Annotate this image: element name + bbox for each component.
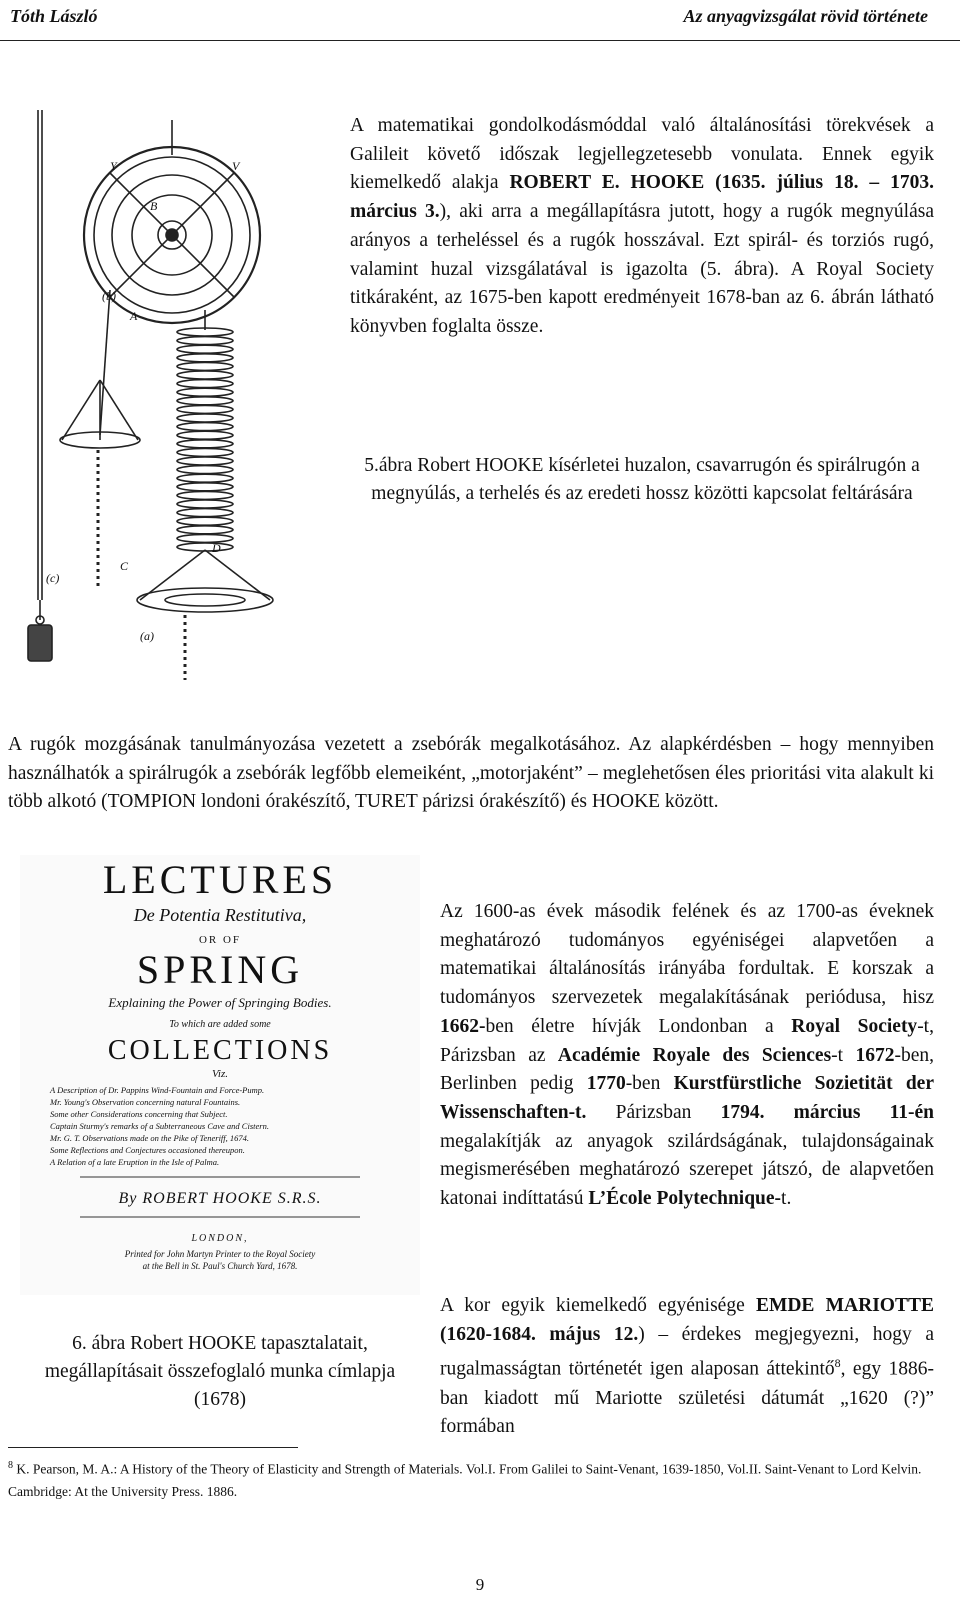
tp-london: LONDON,	[191, 1233, 249, 1244]
page-number: 9	[475, 1575, 485, 1594]
footnote-rule	[8, 1447, 298, 1448]
figure-6-caption: 6. ábra Robert HOOKE tapasztalatait, megállapításait összefoglaló munka címlapja (1678)	[44, 1333, 396, 1410]
tp-spring: SPRING	[136, 947, 304, 992]
paragraph-text: ) – érdekes megjegyezni, hogy a rugalmasságtan történetét igen alaposan áttekintő	[440, 1323, 934, 1380]
paragraph-text: , egy 1886-ban kiadott mű Mariotte születési dátumát „1620 (?)” formában	[440, 1358, 935, 1438]
text-run: -t	[831, 1044, 856, 1066]
tp-fine-2: Mr. Young's Observation concerning natural Fountains.	[50, 1097, 241, 1107]
text-run: -ben	[625, 1073, 674, 1095]
emphasis-run: 1770	[586, 1073, 626, 1095]
label-V: V	[232, 159, 240, 173]
tp-viz: Viz.	[212, 1068, 228, 1080]
paragraph-text: A kor egyik kiemelkedő egyénisége	[440, 1295, 756, 1316]
text-run: megalakítják az anyagok szilárdságának, tulajdonságainak megismerésében meghatározó szerepet játszó, de alapvetően katonai indíttatású	[440, 1130, 934, 1210]
mariotte-name-dates: EMDE MARIOTTE (1620-1684. május 12.	[440, 1295, 934, 1345]
label-Y: Y	[110, 159, 117, 173]
paragraph-pocket-watch: A rugók mozgásának tanulmányozása vezetett a zsebórák megalkotásához. Az alapkérdésben – hogy mennyiben használhatók a spirálrugók a zsebórák legfőbb elemeiként, „motorjaként” – meglehetősen éles prioritási vita alakult ki több alkotó (TOMPION londoni órakészítő, TURET párizsi órakészítő) és HOOKE között.	[8, 734, 934, 813]
text-run: -t, Párizsban az	[440, 1015, 934, 1066]
paragraph-hooke-intro	[350, 112, 934, 342]
tp-author: By ROBERT HOOKE S.R.S.	[118, 1190, 322, 1207]
figure-5-hooke-spring-experiments	[0, 100, 335, 690]
emphasis-run: 1794. március 11-én	[720, 1101, 934, 1123]
text-run: t.	[781, 1188, 792, 1210]
label-C: C	[120, 559, 129, 573]
emphasis-run: Académie Royale des Sciences	[557, 1044, 832, 1066]
spring-coil	[177, 509, 233, 517]
label-A: A	[130, 309, 138, 323]
spring-coil	[177, 431, 233, 439]
hooke-name-dates: ROBERT E. HOOKE (1635. július 18. – 1703. március 3.	[350, 172, 934, 223]
text-run: Az 1600-as évek második felének és az 1700-as éveknek meghatározó tudományos egyéniségei alapvetően a matematikai általánosítás irányába fordultak. E korszak a tudományos szervezetek megalakításának periódusa, hisz	[440, 901, 934, 1009]
text-run: -ben, Berlinben pedig	[440, 1044, 934, 1095]
spring-coil	[177, 526, 233, 534]
spring-coil	[177, 423, 233, 431]
running-header	[0, 0, 960, 41]
spring-coil	[177, 397, 233, 405]
emphasis-run: Kurstfürstliche Sozietität der Wissenschaften-t.	[440, 1073, 934, 1123]
footnote-text: K. Pearson, M. A.: A History of the Theory of Elasticity and Strength of Materials. Vol.I. From Galilei to Saint-Venant, 1639-1850, Vol.II. Saint-Venant to Lord Kelvin. Cambridge: At the University Press. 1886.	[8, 1461, 922, 1499]
spring-coil	[177, 337, 233, 345]
text-run: ben életre hívják Londonban a	[485, 1015, 792, 1037]
spring-coil	[177, 362, 233, 370]
footnote	[8, 1455, 934, 1503]
tp-fine-3: Some other Considerations concerning that Subject.	[50, 1109, 228, 1119]
tp-added: To which are added some	[169, 1019, 271, 1030]
tp-subtitle: De Potentia Restitutiva,	[133, 905, 307, 925]
spring-coil	[177, 483, 233, 491]
spring-coil	[177, 414, 233, 422]
spring-coil	[177, 466, 233, 474]
spring-coil	[177, 474, 233, 482]
spring-coil	[177, 534, 233, 542]
text-run: Párizsban	[586, 1101, 721, 1123]
tp-fine-5: Mr. G. T. Observations made on the Pike of Teneriff, 1674.	[50, 1133, 250, 1143]
tp-fine-7: A Relation of a late Eruption in the Isle of Palma.	[50, 1157, 220, 1167]
figure-6-title-page	[20, 855, 420, 1295]
footnote-ref: 8	[834, 1356, 841, 1371]
spring-coil	[177, 380, 233, 388]
spring-coil	[177, 517, 233, 525]
paragraph-scientific-societies	[440, 898, 934, 1214]
label-a: (a)	[140, 629, 154, 643]
label-b: (b)	[102, 289, 116, 303]
emphasis-run: Royal Society	[791, 1015, 918, 1037]
tp-lectures: LECTURES	[102, 857, 338, 902]
spring-coil	[177, 388, 233, 396]
header-author: Tóth László	[10, 6, 98, 26]
spring-coil	[177, 345, 233, 353]
tp-printer: Printed for John Martyn Printer to the Royal Society	[124, 1249, 316, 1259]
spring-coil	[177, 457, 233, 465]
emphasis-run: L’École Polytechnique-	[588, 1188, 782, 1210]
spring-coil	[177, 500, 233, 508]
emphasis-run: 1672	[855, 1044, 895, 1066]
spring-coil	[177, 491, 233, 499]
spring-coil	[177, 405, 233, 413]
spring-coil	[177, 448, 233, 456]
spring-coil	[177, 543, 233, 551]
spring-coil	[177, 354, 233, 362]
header-title: Az anyagvizsgálat rövid története	[683, 6, 928, 26]
label-B: B	[150, 199, 158, 213]
tp-collections: COLLECTIONS	[107, 1035, 333, 1066]
tp-or-of: OR OF	[198, 934, 242, 946]
tp-fine-1: A Description of Dr. Pappins Wind-Fountain and Force-Pump.	[50, 1085, 265, 1095]
figure-5-caption: 5.ábra Robert HOOKE kísérletei huzalon, csavarrugón és spirálrugón a megnyúlás, a terhelés és az eredeti hossz közötti kapcsolat feltárására	[364, 455, 920, 504]
paragraph-text: ), aki arra a megállapításra jutott, hogy a rugók megnyúlása arányos a terheléssel és a rugók hosszával. Ezt spirál- és torziós rugó, valamint huzal vizsgálatával is igazolta (5. ábra). A Royal Society titkáraként, az 1675-ben kapott eredményeit 1678-ban az 6. ábrán látható könyvben foglalta össze.	[350, 201, 934, 337]
paragraph-text: A matematikai gondolkodásmóddal való általánosítási törekvések a Galileit követő időszak legjellegzetesebb vonulata. Ennek egyik kiemelkedő alakja	[350, 115, 934, 194]
footnote-mark: 8	[8, 1460, 13, 1471]
spring-coil	[177, 440, 233, 448]
tp-explaining: Explaining the Power of Springing Bodies.	[108, 995, 332, 1010]
tp-bell: at the Bell in St. Paul's Church Yard, 1678.	[142, 1261, 298, 1271]
paragraph-mariotte	[440, 1292, 934, 1442]
tp-fine-6: Some Reflections and Conjectures occasioned thereupon.	[50, 1145, 245, 1155]
label-c: (c)	[46, 571, 60, 585]
emphasis-run: 1662-	[440, 1015, 486, 1037]
spring-coil	[177, 371, 233, 379]
tp-fine-4: Captain Sturmy's remarks of a Subterraneous Cave and Cistern.	[50, 1121, 269, 1131]
label-D: D	[212, 541, 221, 555]
helical-spring	[177, 328, 233, 551]
